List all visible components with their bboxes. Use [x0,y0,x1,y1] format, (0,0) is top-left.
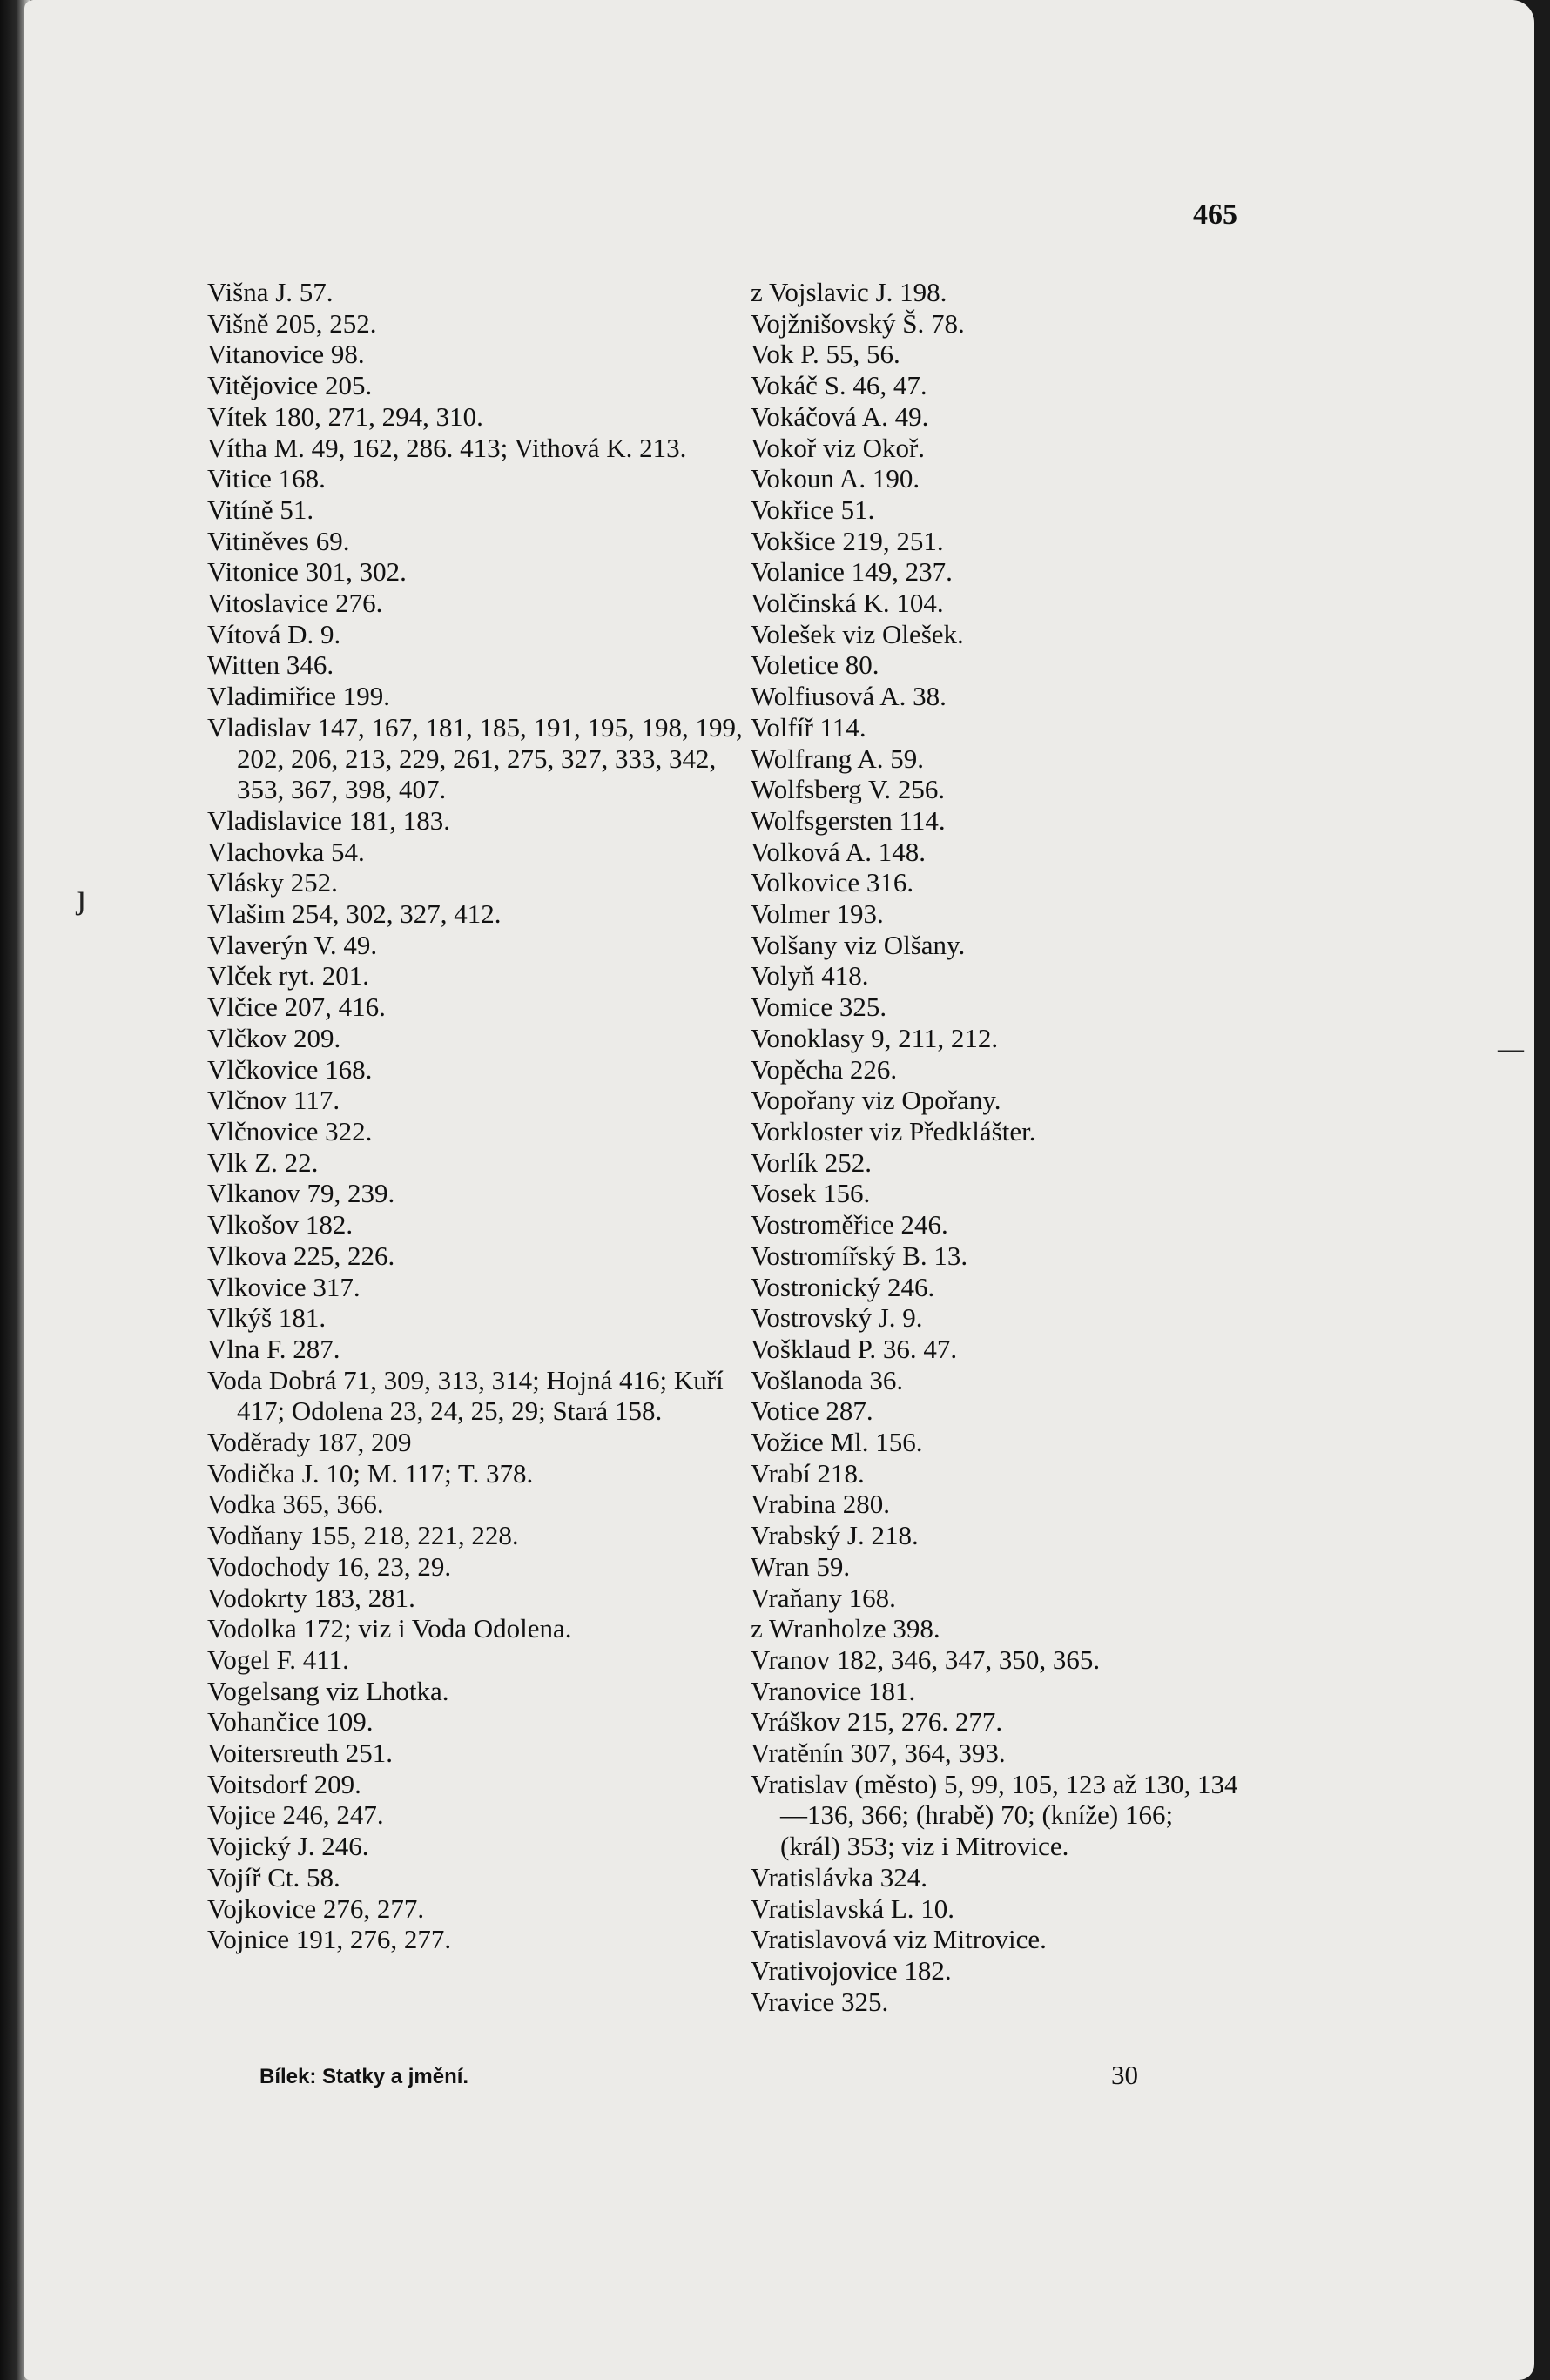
index-entry: Volčinská K. 104. [751,588,944,619]
index-entry: Witten 346. [207,649,334,681]
index-entry: Vodička J. 10; M. 117; T. 378. [207,1457,534,1489]
footer-signature: Bílek: Statky a jmění. [259,2065,469,2088]
index-entry: Vitonice 301, 302. [207,556,407,588]
index-entry: Wolfrang A. 59. [751,743,924,774]
index-entry: Vlčkov 209. [207,1022,341,1053]
index-entry: Višně 205, 252. [207,307,377,339]
index-entry: Vlkanov 79, 239. [207,1178,395,1209]
margin-mark: ȷ [77,877,87,916]
footer-sheet-number: 30 [1111,2060,1138,2090]
index-entry: Votice 287. [751,1395,873,1427]
index-entry: Voda Dobrá 71, 309, 313, 314; Hojná 416; Kuří 417; Odolena 23, 24, 25, 29; Stará 158. [207,1364,724,1427]
index-entry: Vlna F. 287. [207,1333,340,1364]
index-entry: Vorkloster viz Předklášter. [751,1115,1036,1146]
index-entry: Vrabina 280. [751,1489,890,1520]
index-entry: Wolfiusová A. 38. [751,681,947,712]
index-entry: Vostronický 246. [751,1271,935,1302]
index-entry: Vlkovice 317. [207,1271,361,1302]
index-entry: Voděrady 187, 209 [207,1427,412,1458]
index-entry: Vlkošov 182. [207,1209,354,1240]
index-entry: Vošklaud P. 36. 47. [751,1333,958,1364]
index-entry: Vlachovka 54. [207,836,365,867]
index-entry: Vrabský J. 218. [751,1520,919,1551]
index-entry: Vokoun A. 190. [751,463,920,494]
index-entry: Vrabí 218. [751,1457,865,1489]
index-entry: Vojnice 191, 276, 277. [207,1924,452,1955]
index-entry: Vraňany 168. [751,1582,896,1613]
index-entry: Vomice 325. [751,992,887,1023]
index-entry: Vosek 156. [751,1178,871,1209]
index-entry: Vojíř Ct. 58. [207,1861,340,1893]
index-entry: Vratěnín 307, 364, 393. [751,1738,1006,1769]
index-entry: Vráškov 215, 276. 277. [751,1706,1003,1738]
index-entry: Vohančice 109. [207,1706,374,1738]
index-entry: Vranov 182, 346, 347, 350, 365. [751,1644,1101,1675]
index-entry: Volešek viz Olešek. [751,618,964,649]
page-number: 465 [1193,198,1237,231]
index-entry: Vostroměřice 246. [751,1209,948,1240]
index-entry: Volfíř 114. [751,711,866,743]
index-entry: Vokšice 219, 251. [751,525,944,556]
index-entry: Vojkovice 276, 277. [207,1893,425,1924]
index-entry: Vitoslavice 276. [207,588,383,619]
index-entry: Vojický J. 246. [207,1831,369,1862]
index-entry: Vlčnovice 322. [207,1115,373,1146]
index-entry: Vožice Ml. 156. [751,1427,923,1458]
index-entry: Vostrovský J. 9. [751,1302,923,1334]
index-entry: Vlk Z. 22. [207,1146,319,1178]
index-entry: Vranovice 181. [751,1675,916,1706]
index-entry: Vodolka 172; viz i Voda Odolena. [207,1613,572,1644]
index-entry: Vlásky 252. [207,867,338,898]
index-entry: z Wranholze 398. [751,1613,940,1644]
index-entry: Vlček ryt. 201. [207,960,369,992]
index-entry: Vlkýš 181. [207,1302,327,1334]
index-entry: Vopěcha 226. [751,1053,898,1085]
index-entry: Vravice 325. [751,1986,889,2017]
index-entry: Vítha M. 49, 162, 286. 413; Vithová K. 213. [207,432,687,463]
index-entry: Vošlanoda 36. [751,1364,904,1395]
index-entry: Vlkova 225, 226. [207,1240,395,1271]
index-entry: Vítek 180, 271, 294, 310. [207,400,483,432]
index-entry: Wolfsberg V. 256. [751,774,946,805]
index-entry: Vogel F. 411. [207,1644,349,1675]
index-entry: Vitějovice 205. [207,370,373,401]
index-entry: Vogelsang viz Lhotka. [207,1675,449,1706]
index-entry: Vok P. 55, 56. [751,339,900,370]
index-entry: Vrativojovice 182. [751,1954,952,1986]
index-entry: Voitsdorf 209. [207,1768,361,1799]
margin-dash: — [1498,1034,1524,1063]
index-entry: Volšany viz Olšany. [751,929,966,960]
index-entry: Vítová D. 9. [207,618,341,649]
index-entry: Vopořany viz Opořany. [751,1085,1001,1116]
index-entry: Vlašim 254, 302, 327, 412. [207,898,502,930]
index-entry: Vlčkovice 168. [207,1053,373,1085]
index-entry: Vladimiřice 199. [207,681,391,712]
index-entry: Volanice 149, 237. [751,556,953,588]
book-page [24,0,1534,2380]
index-entry: Vodokrty 183, 281. [207,1582,415,1613]
index-entry: Vokoř viz Okoř. [751,432,926,463]
index-entry: Vitiněves 69. [207,525,350,556]
index-entry: Vorlík 252. [751,1146,872,1178]
index-entry: Vodka 365, 366. [207,1489,384,1520]
index-entry: Vladislav 147, 167, 181, 185, 191, 195, 198, 199, 202, 206, 213, 229, 261, 275, 327, 333, 342, 353, 367, 398, 407. [207,711,743,805]
index-entry: Wran 59. [751,1550,851,1582]
index-entry: Vratislavská L. 10. [751,1893,955,1924]
index-entry: Vlčice 207, 416. [207,992,386,1023]
index-entry: Vokáč S. 46, 47. [751,370,927,401]
index-entry: Vratislávka 324. [751,1861,928,1893]
index-entry: Volmer 193. [751,898,884,930]
index-entry: Vokáčová A. 49. [751,400,929,432]
index-entry: Vokřice 51. [751,494,875,525]
index-entry: Wolfsgersten 114. [751,804,946,836]
index-entry: Volyň 418. [751,960,869,992]
index-entry: Višna J. 57. [207,277,334,307]
index-entry: Vostromířský B. 13. [751,1240,968,1271]
index-entry: Vlčnov 117. [207,1085,340,1116]
index-entry: Vonoklasy 9, 211, 212. [751,1022,999,1053]
index-entry: Vladislavice 181, 183. [207,804,450,836]
index-entry: Volkovice 316. [751,867,914,898]
index-entry: Vojice 246, 247. [207,1799,384,1831]
index-entry: Vitíně 51. [207,494,314,525]
index-entry: Vodňany 155, 218, 221, 228. [207,1520,519,1551]
index-entry: Volková A. 148. [751,836,926,867]
index-entry: Voitersreuth 251. [207,1738,393,1769]
index-entry: Vitice 168. [207,463,326,494]
index-entry: Voletice 80. [751,649,879,681]
index-entry: Vitanovice 98. [207,339,365,370]
index-entry: Vojžnišovský Š. 78. [751,307,965,339]
index-entry: Vratislav (město) 5, 99, 105, 123 až 130, 134—136, 366; (hrabě) 70; (kníže) 166; (král) 353; viz i Mitrovice. [751,1768,1238,1862]
index-entry: Vodochody 16, 23, 29. [207,1550,452,1582]
index-column-right [751,277,1238,2017]
index-entry: z Vojslavic J. 198. [751,277,947,307]
index-entry: Vratislavová viz Mitrovice. [751,1924,1047,1955]
index-column-left [207,277,747,1955]
index-entry: Vlaverýn V. 49. [207,929,378,960]
